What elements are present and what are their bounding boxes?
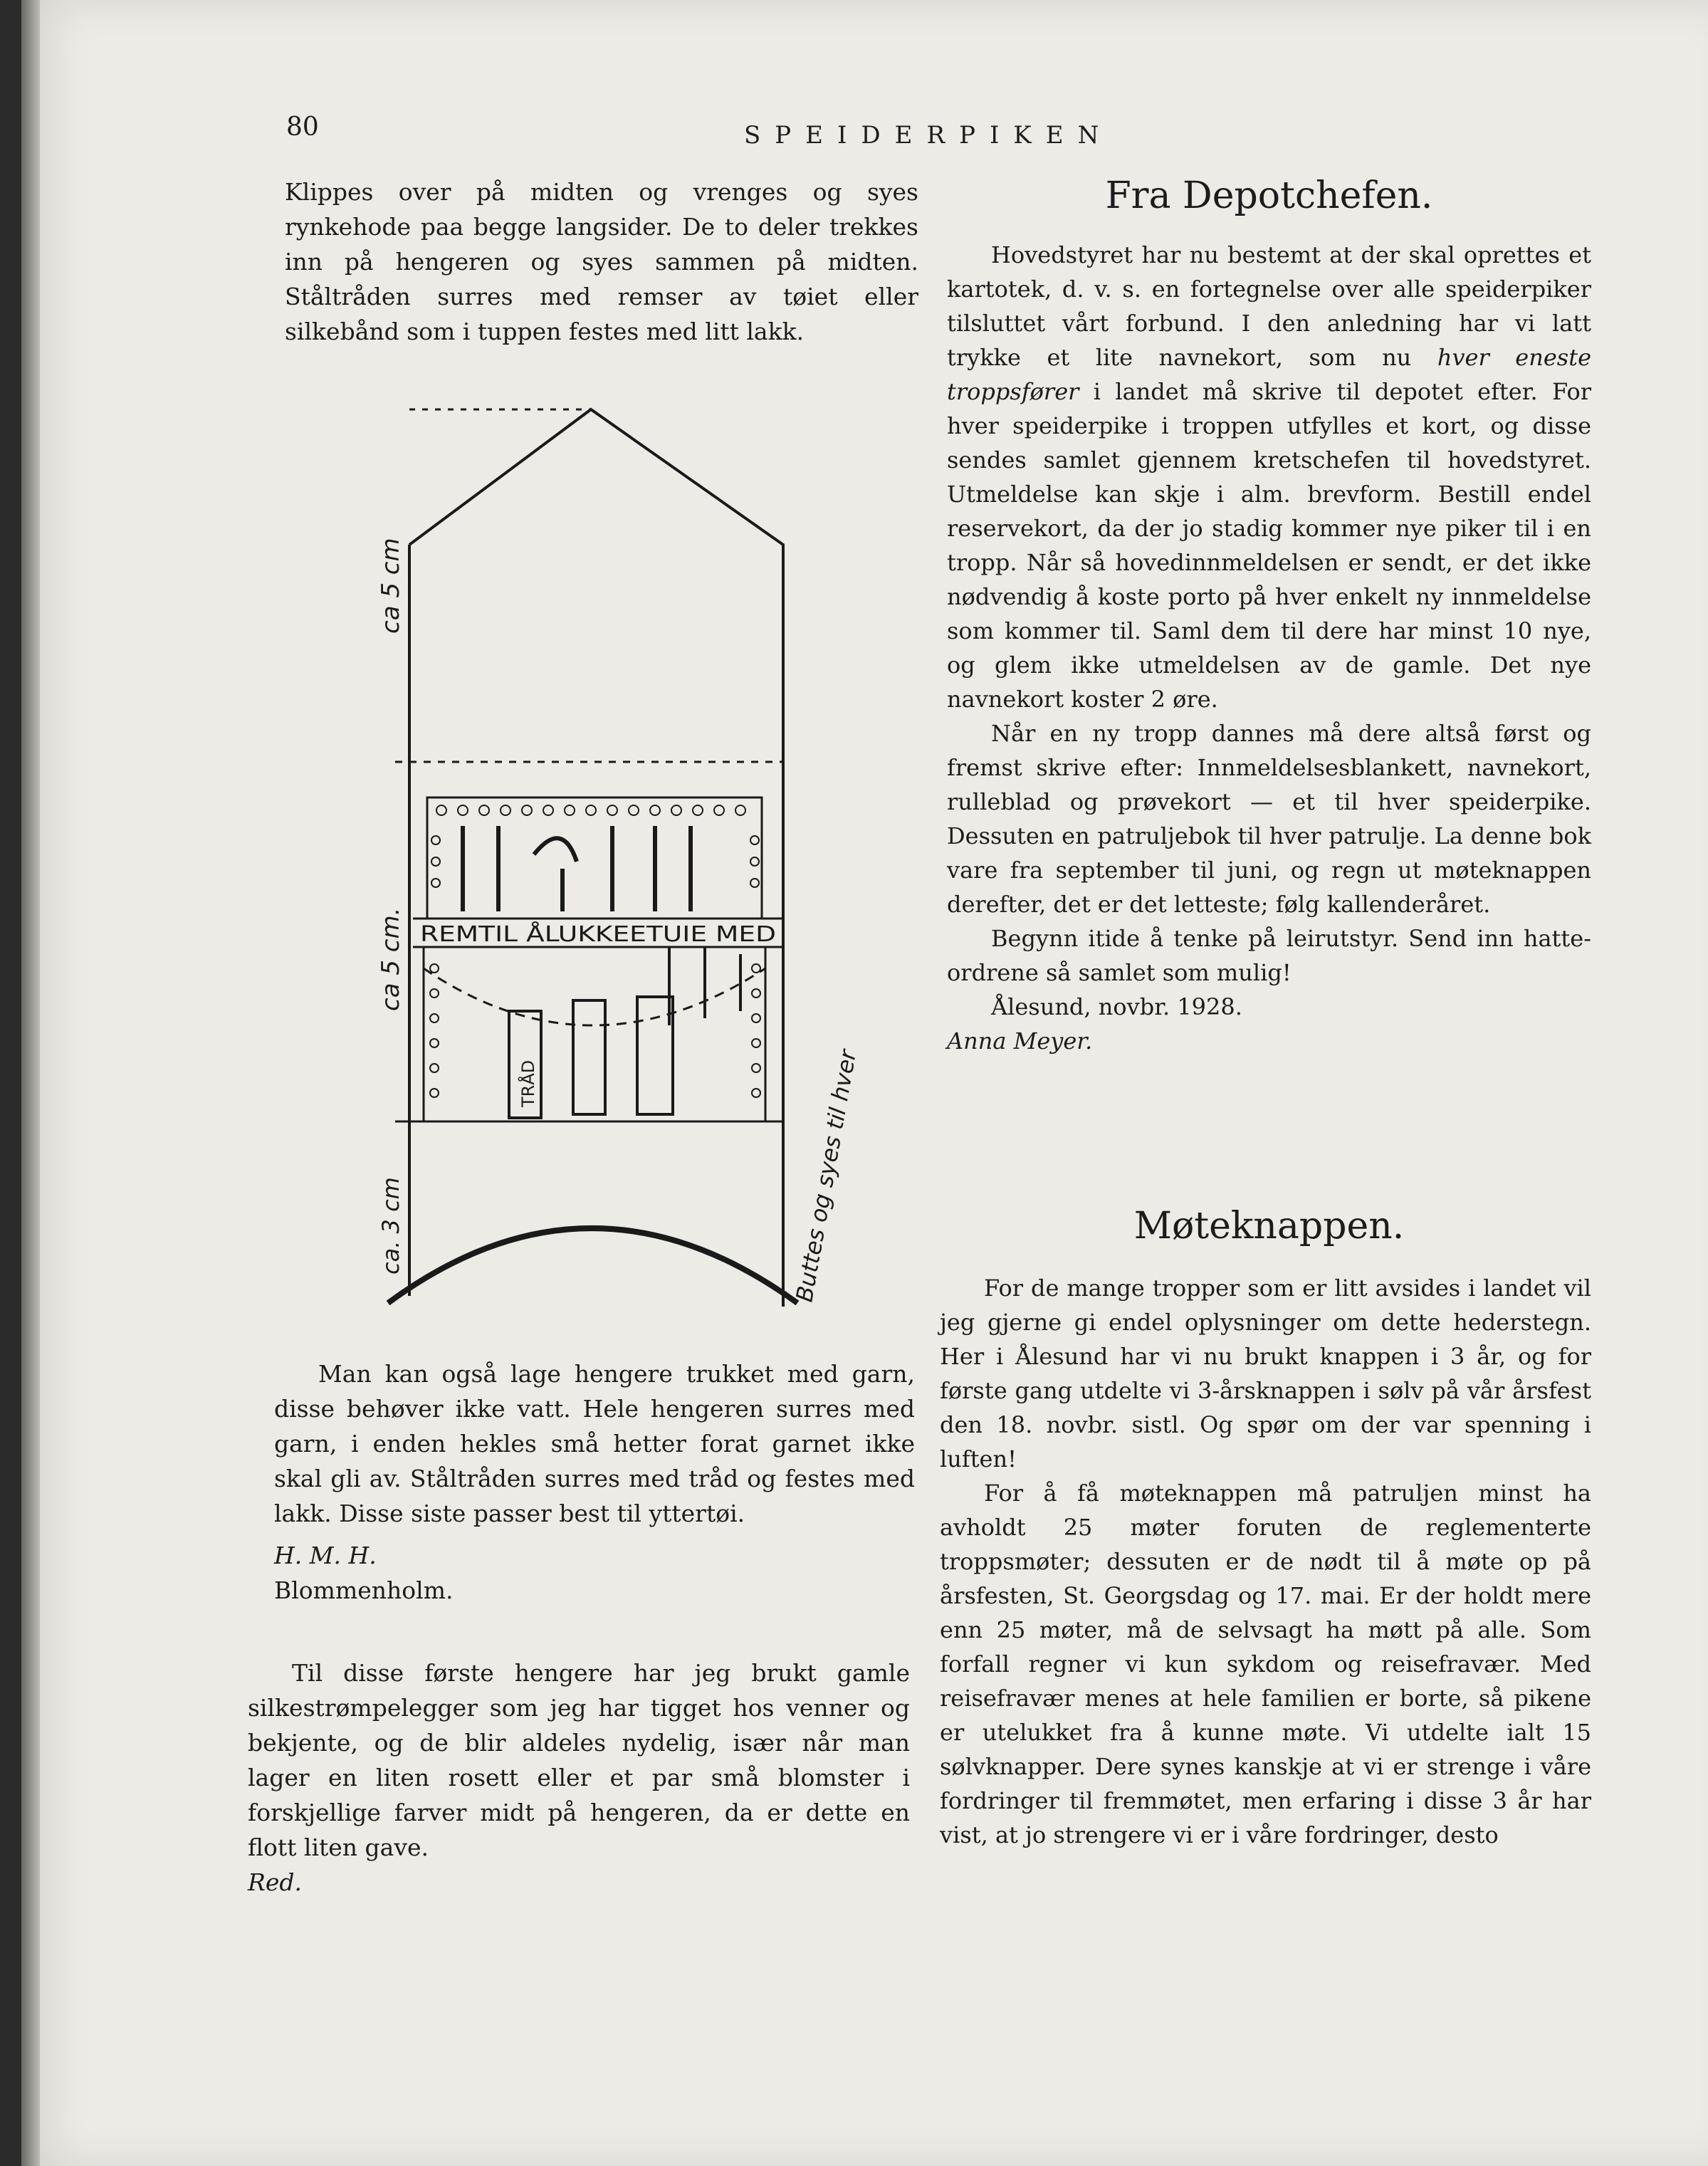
measure-label-top: ca 5 cm [377,538,405,634]
pocket-dashed-curve [424,968,765,1025]
needle-2 [612,826,691,911]
pocket-bottom-frame [424,947,765,1121]
paragraph: For å få møteknappen må patruljen minst ha avholdt 25 møter foruten de reglementerte troppsmøter; dessuten er de nødt til å møte op på årsfesten, St. Georgsdag og 17. mai. Er der holdt mere enn 25 møter, må de selvsagt ha møtt på alle. Som forfall regner vi kun sykdom og reisefravær. Med reisefravær menes at hele familien er borte, så pikene er utelukket fra å kunne møte. Vi utdelte ialt 15 sølvknapper. Dere synes kanskje at vi er strenge i våre fordringer til fremmøtet, men erfaring i disse 3 år har vist, at jo strengere vi er i våre fordringer, desto [940,1480,1591,1848]
paragraph: Man kan også lage hengere trukket med garn, disse behøver ikke vatt. Hele hengeren surres med garn, i enden hekles små hetter forat garnet ikke skal gli av. Ståltråden surres med tråd og festes med lakk. Disse siste passer best til yttertøi. [274,1360,915,1527]
text-span: Hovedstyret har nu bestemt at der skal oprettes et kartotek, d. v. s. en fortegnelse over alle speiderpiker tilsluttet vårt forbund. I den anledning har vi latt trykke et lite navnekort, som nu [947,241,1591,371]
emphasis: hver eneste troppsfører [947,344,1592,405]
measure-label-bottom: ca. 3 cm [377,1177,404,1275]
left-bottom-text [248,1655,910,1900]
band-label: REMTIL ÅLUKKEETUIE MED [420,922,705,947]
right-moteknappen-text [940,1271,1591,1852]
side-note: Buttes og syes til hver [790,1047,862,1304]
heading-depotchefen: Fra Depotchefen. [1105,174,1433,217]
hanger-outline-top [409,409,783,1307]
needle-1 [463,826,498,911]
magazine-page [21,0,1708,2166]
spool-label: TRÅD [518,1060,538,1107]
signature: H. M. H. [274,1542,377,1569]
place-date: Ålesund, novbr. 1928. [991,993,1242,1020]
measure-label-middle: ca 5 cm. [377,907,405,1011]
signature-place: Blommenholm. [274,1576,454,1604]
page-edge [21,0,40,2166]
signature: Red. [248,1868,302,1896]
pocket-top-frame [427,797,762,919]
heading-moteknappen: Møteknappen. [1133,1205,1405,1247]
hanger-bottom-curve [388,1228,797,1303]
paragraph: For de mange tropper som er litt avsides i landet vil jeg gjerne gi endel oplysninger om dette hederstegn. Her i Ålesund har vi nu brukt knappen i 3 år, og for første gang utdelte vi 3-årsknappen i sølv på vår årsfest den 18. novbr. sistl. Og spør om der var spenning i luften! [940,1275,1591,1472]
paragraph [947,238,1591,716]
left-top-text [285,174,918,349]
paragraph: Når en ny tropp dannes må dere altså først og fremst skrive efter: Innmeldelsesblankett, navnekort, rulleblad og prøvekort — et til hver speiderpike. Dessuten en patruljebok til hver patrulje. La denne bok vare fra september til juni, og regn ut møteknappen derefter, det er det letteste; følg kallenderåret. [947,720,1591,918]
paragraph: Klippes over på midten og vrenges og syes rynkehode paa begge langsider. De to deler trekkes inn på hengeren og syes sammen på midten. Ståltråden surres med remser av tøiet eller silkebånd som i tuppen festes med litt lakk. [285,178,918,345]
hanger-diagram [356,399,862,1317]
signature: Anna Meyer. [947,1027,1093,1055]
left-middle-text [274,1356,915,1608]
stitch-marks [669,947,740,1025]
right-depot-text [947,238,1591,1058]
paragraph: Til disse første hengere har jeg brukt gamle silkestrømpelegger som jeg har tigget hos venner og bekjente, og de blir aldeles nydelig, især når man lager en liten rosett eller et par små blomster i forskjellige farver midt på hengeren, da er dette en flott liten gave. [248,1659,910,1861]
scissor-loop [534,838,577,911]
text-span: i landet må skrive til depotet efter. For hver speiderpike i troppen utfylles et kort, og disse sendes samlet gjennem kretschefen til hovedstyret. Utmeldelse kan skje i alm. brevform. Bestill endel reservekort, da der jo stadig kommer nye piker til i en tropp. Når så hovedinnmeldelsen er sendt, er det ikke nødvendig å koste porto på hver enkelt ny innmeldelse som kommer til. Saml dem til dere har minst 10 nye, og glem ikke utmeldelsen av de gamle. Det nye navnekort koster 2 øre. [947,378,1591,713]
paragraph: Begynn itide å tenke på leirutstyr. Send inn hatte-ordrene så samlet som mulig! [947,925,1591,986]
spool-2 [573,1000,605,1114]
page-number: 80 [286,113,319,142]
running-title: SPEIDERPIKEN [744,121,1114,150]
